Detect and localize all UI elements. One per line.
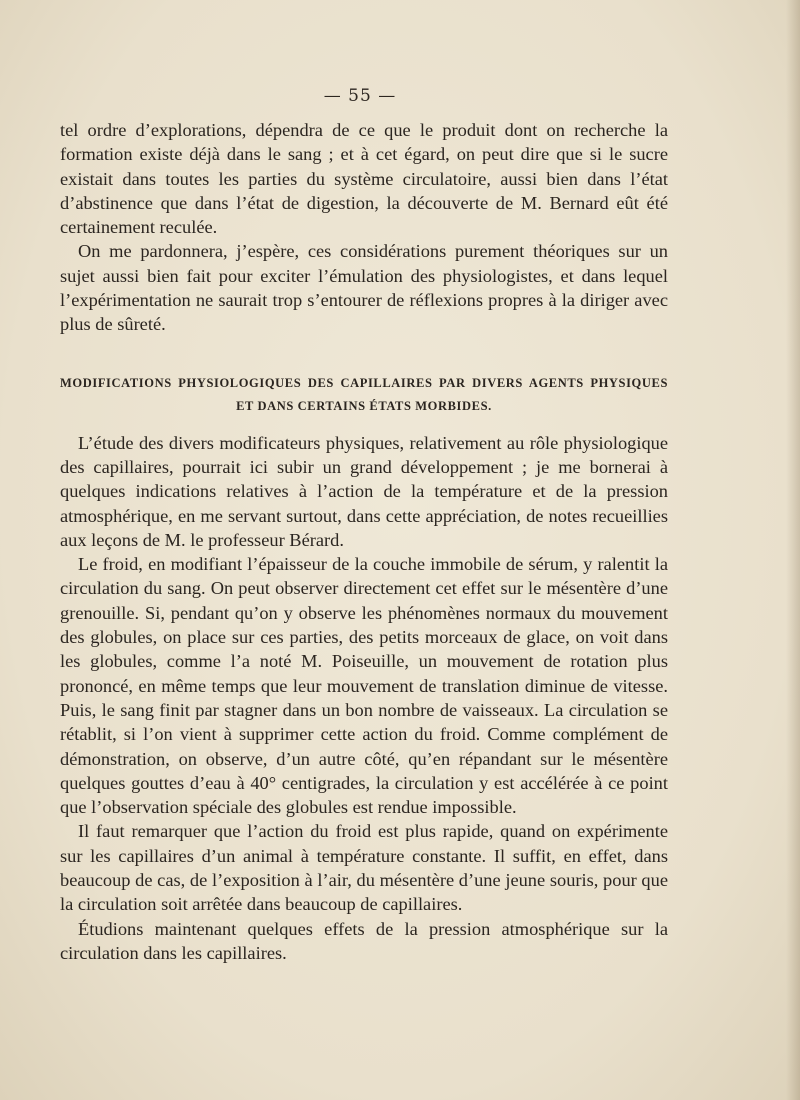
paragraph: On me pardonnera, j’espère, ces considérations purement théoriques sur un sujet aussi bien fait pour exciter l’émulation des physiologistes, et dans lequel l’expérimentation ne saurait trop s’entourer de réflexions propres à la diriger avec plus de sûreté.	[60, 241, 668, 335]
paragraph: tel ordre d’explorations, dépendra de ce que le produit dont on recherche la formation existe déjà dans le sang ; et à cet égard, on peut dire que si le sucre existait dans toutes les parties du système circulatoire, aussi bien dans l’état d’abstinence que dans l’état de digestion, la découverte de M. Bernard eût été certainement reculée.	[60, 120, 668, 238]
page-number: — 55 —	[323, 86, 397, 106]
paragraph: L’étude des divers modificateurs physiques, relativement au rôle physiologique des capillaires, pourrait ici subir un grand développement ; je me bornerai à quelques indications relatives à l’action de la température et de la pression atmosphérique, en me servant surtout, dans cette appréciation, de notes recueillies aux leçons de M. le professeur Bérard.	[60, 432, 668, 550]
section-heading-line-2: ET DANS CERTAINS ÉTATS MORBIDES.	[236, 398, 492, 413]
section-heading-line-1: MODIFICATIONS PHYSIOLOGIQUES DES CAPILLAIRES PAR DIVERS AGENTS PHYSIQUES	[60, 375, 668, 390]
paragraph: Étudions maintenant quelques effets de la pression atmosphérique sur la circulation dans les capillaires.	[60, 918, 668, 963]
page-body	[60, 118, 668, 965]
paragraph: Le froid, en modifiant l’épaisseur de la couche immobile de sérum, y ralentit la circulation du sang. On peut observer directement cet effet sur le mésentère d’une grenouille. Si, pendant qu’on y observe les phénomènes normaux du mouvement des globules, on place sur ces parties, des petits morceaux de glace, on voit dans les globules, comme l’a noté M. Poiseuille, un mouvement de rotation plus prononcé, en même temps que leur mouvement de translation diminue de vitesse. Puis, le sang finit par stagner dans un bon nombre de vaisseaux. La circulation se rétablit, si l’on vient à supprimer cette action du froid. Comme complément de démonstration, on observe, d’un autre côté, qu’en répandant sur le mésentère quelques gouttes d’eau à 40° centigrades, la circulation y est accélérée à ce point que l’observation spéciale des globules est rendue impossible.	[60, 554, 668, 818]
paragraph: Il faut remarquer que l’action du froid est plus rapide, quand on expérimente sur les capillaires d’un animal à température constante. Il suffit, en effet, dans beaucoup de cas, de l’exposition à l’air, du mésentère d’une jeune souris, pour que la circulation soit arrêtée dans beaucoup de capillaires.	[60, 821, 668, 915]
page-edge-shadow	[786, 0, 800, 1100]
section-heading	[60, 372, 668, 418]
